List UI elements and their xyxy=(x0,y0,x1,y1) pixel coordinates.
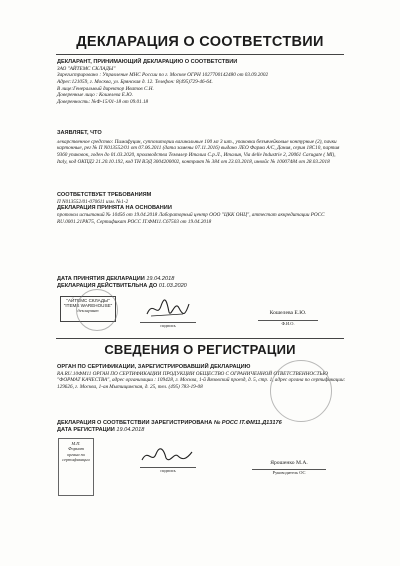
validity-date: 01.03.2020 xyxy=(158,282,187,289)
basis-text: протокол испытаний № 10456 от 19.04.2018 Лабораторный центр ООО "ЦКК ОНЦ", аттестат аккредитации РОСС RU.0001.21РК75, Сертификат РОСС IT.ФМ11.С67503 от 19.04.2018 xyxy=(57,212,325,225)
stamp-mp: М.П. xyxy=(71,441,81,446)
registration-label: ДЕКЛАРАЦИЯ О СООТВЕТСТВИИ ЗАРЕГИСТРИРОВАНА xyxy=(57,420,213,426)
basis-heading: ДЕКЛАРАЦИЯ ПРИНЯТА НА ОСНОВАНИИ xyxy=(57,205,172,212)
certification-body-stamp xyxy=(58,438,94,496)
acceptance-section xyxy=(57,276,347,290)
registration-org-heading: ОРГАН ПО СЕРТИФИКАЦИИ, ЗАРЕГИСТРИРОВАВШИЙ ДЕКЛАРАЦИЮ xyxy=(57,364,251,370)
applicant-registration: Зарегистрировано : Управление МНС России по г. Москве ОГРН 1027700142480 от 03.09.2002 xyxy=(57,72,269,79)
registration-date-label: ДАТА РЕГИСТРАЦИИ xyxy=(57,426,115,433)
applicant-address: Адрес:121059, г. Москва, ул. Брянская д. 12. Телефон: 8(495)729-46-64. xyxy=(57,78,213,85)
head-caption: Руководитель ОС xyxy=(252,469,326,475)
applicant-heading: ДЕКЛАРАНТ, ПРИНИМАЮЩИЙ ДЕКЛАРАЦИЮ О СООТВЕТСТВИИ xyxy=(57,59,238,65)
declares-text: лекарственное средство: Пимафуцин, суппозитории вагинальные 100 мг 3 шт., упаковки безъячейковые контурные (2), пачки картонные, рег № П N013552/01 от 07.06.2011 (дата замены 07.11.2016) выдано ЛЕО Фарма А/С, Дания, серия 18C10, партия 9360 упаковок, годен до 01.03.2020, производства Теммлер Италиа С.р.Л., Италия, Via delle Industrie 2, 20061 Carugate ( MI), Italy, код ОКПД2 21.20.10.192, код ТН ВЭД 3004200002, контракт № 384 от 23.03.2018, инвойс № 10007484 от 28.03.2018 xyxy=(57,138,340,165)
registration-date: 19.04.2018 xyxy=(116,426,145,433)
declarant-signature xyxy=(143,296,193,322)
applicant-section xyxy=(57,59,347,105)
registration-round-seal xyxy=(270,360,332,422)
validity-label: ДЕКЛАРАЦИЯ ДЕЙСТВИТЕЛЬНА ДО xyxy=(57,282,158,289)
registration-title: СВЕДЕНИЯ О РЕГИСТРАЦИИ xyxy=(104,342,296,357)
declarant-stamp-line2: "ITEMS WAREHOUSE" xyxy=(63,303,113,309)
title-rule xyxy=(56,54,344,55)
head-name: Ярошенко М.А. xyxy=(270,460,308,466)
declares-heading: ЗАЯВЛЯЕТ, ЧТО xyxy=(57,130,102,136)
registration-number: № РОСС IT.ФМ11.Д13176 xyxy=(213,420,282,426)
head-signature-caption: подпись xyxy=(140,467,196,473)
stamp-line-3: сертификации xyxy=(62,457,90,463)
requirements-section xyxy=(57,192,347,225)
declarant-stamp-line1: "АЙТЕМС СКЛАДЫ" xyxy=(66,298,110,303)
applicant-trustee: Доверенные лицо : Кошелева Е.Ю. xyxy=(57,92,133,99)
declarant-round-seal xyxy=(76,289,118,331)
requirements-heading: СООТВЕТСТВУЕТ ТРЕБОВАНИЯМ xyxy=(57,192,152,198)
registration-org-text: RA.RU.10ФМ11 ОРГАН ПО СЕРТИФИКАЦИИ ПРОДУКЦИИ ОБЩЕСТВО С ОГРАНИЧЕННОЙ ОТВЕТСТВЕННОСТЬЮ "ФОРМАТ КАЧЕСТВА", адрес организации : 109428, г. Москва, 1-й Вязовский проезд, д. 5, стр. 1, адрес органа по сертификации: 129626, г. Москва, 1-ая Мытищинская, д. 25, тел. (495) 783-19-08 xyxy=(57,370,346,390)
applicant-power-of-attorney: Доверенность: №Ф-15/01-18 от 09.01.18 xyxy=(57,98,149,105)
declarant-name-caption: Ф.И.О. xyxy=(258,320,318,326)
stamp-line-2: органа по xyxy=(66,451,86,457)
acceptance-date: 19.04.2018 xyxy=(146,276,175,282)
acceptance-date-label: ДАТА ПРИНЯТИЯ ДЕКЛАРАЦИИ xyxy=(57,276,145,282)
declarant-signature-caption: подпись xyxy=(140,322,196,328)
declarant-name: Кошелева Е.Ю. xyxy=(269,310,307,316)
registration-number-section xyxy=(57,420,347,434)
mid-rule xyxy=(56,338,344,339)
declares-section xyxy=(57,130,347,165)
page-title: ДЕКЛАРАЦИЯ О СООТВЕТСТВИИ xyxy=(76,34,324,50)
applicant-person: В лице:Генеральный директор Иватов С.Н. xyxy=(57,85,154,92)
head-signature xyxy=(140,446,194,468)
requirements-text: П N013552/01-070611 изм. №1-2 xyxy=(57,198,129,205)
applicant-name: ЗАО "АЙТЕМС СКЛАДЫ" xyxy=(57,65,116,72)
stamp-line-1: Формат xyxy=(68,446,84,452)
declarant-stamp-caption: декларант xyxy=(77,308,99,314)
